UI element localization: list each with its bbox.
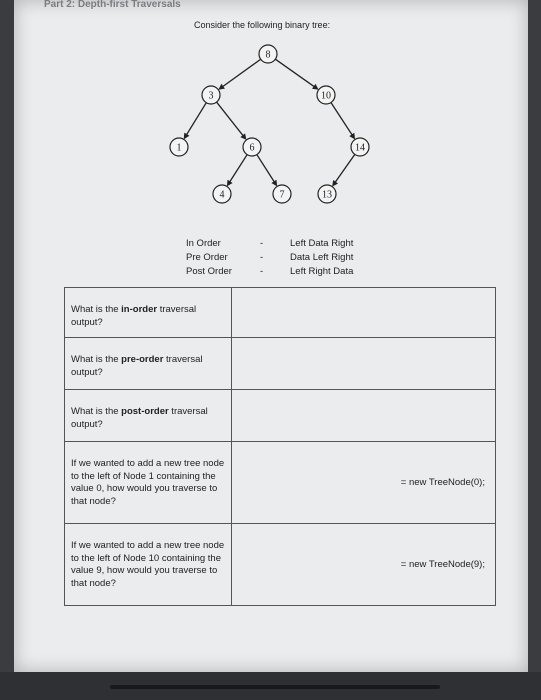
tree-edge	[228, 155, 247, 184]
binary-tree-diagram	[14, 0, 528, 230]
tree-edge	[185, 103, 206, 137]
answer-cell[interactable]	[232, 390, 496, 442]
question-cell: What is the pre-order traversal output?	[65, 338, 232, 390]
answer-cell[interactable]	[232, 288, 496, 338]
question-cell: What is the in-order traversal output?	[65, 288, 232, 338]
tree-node-label: 3	[208, 90, 214, 102]
question-row	[65, 338, 496, 390]
tree-node-label: 8	[265, 49, 271, 61]
tree-edge	[331, 103, 354, 137]
answer-cell[interactable]: = new TreeNode(9);	[232, 524, 496, 606]
legend-row-preorder	[186, 251, 386, 265]
legend-desc: Left Right Data	[290, 266, 354, 277]
tree-node-label: 6	[249, 142, 255, 154]
tree-node-1	[170, 138, 188, 156]
tree-node-label: 14	[355, 142, 365, 154]
tree-node-label: 1	[176, 142, 182, 154]
legend-name: Post Order	[186, 266, 232, 277]
legend-dash: -	[260, 266, 264, 277]
answer-cell[interactable]: = new TreeNode(0);	[232, 442, 496, 524]
tree-edge	[275, 59, 316, 88]
worksheet-page	[14, 0, 528, 672]
tree-node-10	[317, 86, 335, 104]
tree-node-8	[259, 45, 277, 63]
question-row	[65, 524, 496, 606]
tree-edge-arrowhead	[218, 84, 225, 90]
legend-desc: Left Data Right	[290, 238, 354, 249]
legend-dash: -	[260, 252, 264, 263]
question-row	[65, 390, 496, 442]
tree-edge-arrowhead	[312, 84, 319, 90]
tree-node-4	[213, 185, 231, 203]
legend-name: Pre Order	[186, 252, 228, 263]
tree-prompt: Consider the following binary tree:	[194, 20, 331, 30]
questions-table	[64, 287, 496, 606]
question-row	[65, 442, 496, 524]
traversal-legend	[186, 237, 386, 279]
legend-desc: Data Left Right	[290, 252, 354, 263]
question-cell: If we wanted to add a new tree node to the left of Node 1 containing the value 0, how would you traverse to that node?	[65, 442, 232, 524]
tree-edge	[221, 59, 261, 88]
tree-node-label: 10	[321, 90, 331, 102]
legend-row-postorder	[186, 265, 386, 279]
tree-edge	[257, 155, 276, 184]
tree-edge-arrowhead	[349, 133, 355, 140]
tree-edge	[217, 102, 245, 138]
tree-node-7	[273, 185, 291, 203]
question-cell: If we wanted to add a new tree node to the left of Node 10 containing the value 9, how would you traverse to that node?	[65, 524, 232, 606]
tree-edge	[334, 154, 355, 184]
tree-node-3	[202, 86, 220, 104]
tree-node-14	[351, 138, 369, 156]
tree-node-label: 7	[279, 189, 285, 201]
legend-row-inorder	[186, 237, 386, 251]
answer-cell[interactable]	[232, 338, 496, 390]
question-row	[65, 288, 496, 338]
tree-node-6	[243, 138, 261, 156]
legend-name: In Order	[186, 238, 221, 249]
tree-edge-arrowhead	[332, 180, 338, 187]
tree-node-label: 13	[322, 189, 332, 201]
question-cell: What is the post-order traversal output?	[65, 390, 232, 442]
section-header: Part 2: Depth-first Traversals	[44, 0, 181, 10]
tree-node-13	[318, 185, 336, 203]
horizontal-scrollbar[interactable]	[110, 685, 440, 689]
legend-dash: -	[260, 238, 264, 249]
tree-node-label: 4	[219, 189, 225, 201]
